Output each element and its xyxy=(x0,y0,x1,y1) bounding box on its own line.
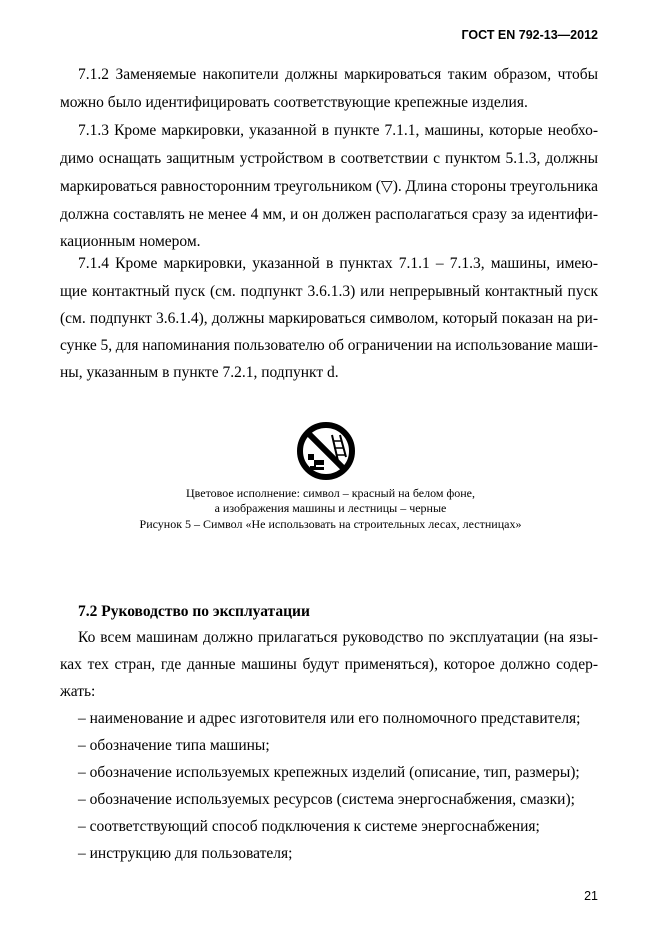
paragraph-7-1-4-line: щие контактный пуск (см. подпункт 3.6.1.3) или непрерывный контактный пуск xyxy=(60,283,598,300)
list-item: – обозначение типа машины; xyxy=(78,737,270,754)
figure-title: Рисунок 5 – Символ «Не использовать на строительных лесах, лестницах» xyxy=(139,517,522,531)
prohibition-sign-icon xyxy=(296,421,356,481)
paragraph-7-1-3-line: маркироваться равносторонним треугольником (▽). Длина стороны треугольника xyxy=(60,178,598,195)
section-heading: 7.2 Руководство по эксплуатации xyxy=(78,603,310,620)
paragraph-7-1-2-line: можно было идентифицировать соответствующие крепежные изделия. xyxy=(60,94,528,111)
paragraph-7-1-4-line: сунке 5, для напоминания пользователю об ограничении на использование маши- xyxy=(60,337,598,354)
figure-caption-line: Цветовое исполнение: символ – красный на белом фоне, xyxy=(185,486,476,500)
paragraph-7-1-4-line: 7.1.4 Кроме маркировки, указанной в пунктах 7.1.1 – 7.1.3, машины, имею- xyxy=(78,255,598,272)
paragraph-7-1-2-line: 7.1.2 Заменяемые накопители должны маркироваться таким образом, чтобы xyxy=(78,66,598,83)
list-item: – обозначение используемых крепежных изделий (описание, тип, размеры); xyxy=(78,764,580,781)
paragraph-7-1-3-line: димо оснащать защитным устройством в соответствии с пунктом 5.1.3, должны xyxy=(60,150,598,167)
paragraph-7-1-3-line: кационным номером. xyxy=(60,233,201,250)
page-number: 21 xyxy=(584,889,598,903)
paragraph-7-1-3-line: должна составлять не менее 4 мм, и он должен располагаться сразу за идентифи- xyxy=(60,206,598,223)
paragraph-7-1-3-line: 7.1.3 Кроме маркировки, указанной в пункте 7.1.1, машины, которые необхо- xyxy=(78,122,598,139)
paragraph-7-1-4-line: ны, указанным в пункте 7.2.1, подпункт d. xyxy=(60,364,339,381)
section-intro-line: ках тех стран, где данные машины будут применяться), которое должно содер- xyxy=(60,656,598,673)
document-code-header: ГОСТ EN 792-13—2012 xyxy=(461,28,598,42)
list-item: – инструкцию для пользователя; xyxy=(78,845,293,862)
paragraph-7-1-4-line: (см. подпункт 3.6.1.4), должны маркироваться символом, который показан на ри- xyxy=(60,310,598,327)
list-item: – соответствующий способ подключения к системе энергоснабжения; xyxy=(78,818,540,835)
list-item: – наименование и адрес изготовителя или его полномочного представителя; xyxy=(78,710,581,727)
list-item: – обозначение используемых ресурсов (система энергоснабжения, смазки); xyxy=(78,791,575,808)
section-intro-line: Ко всем машинам должно прилагаться руководство по эксплуатации (на язы- xyxy=(78,629,598,646)
section-intro-line: жать: xyxy=(60,683,96,700)
figure-caption-line: а изображения машины и лестницы – черные xyxy=(214,501,447,515)
